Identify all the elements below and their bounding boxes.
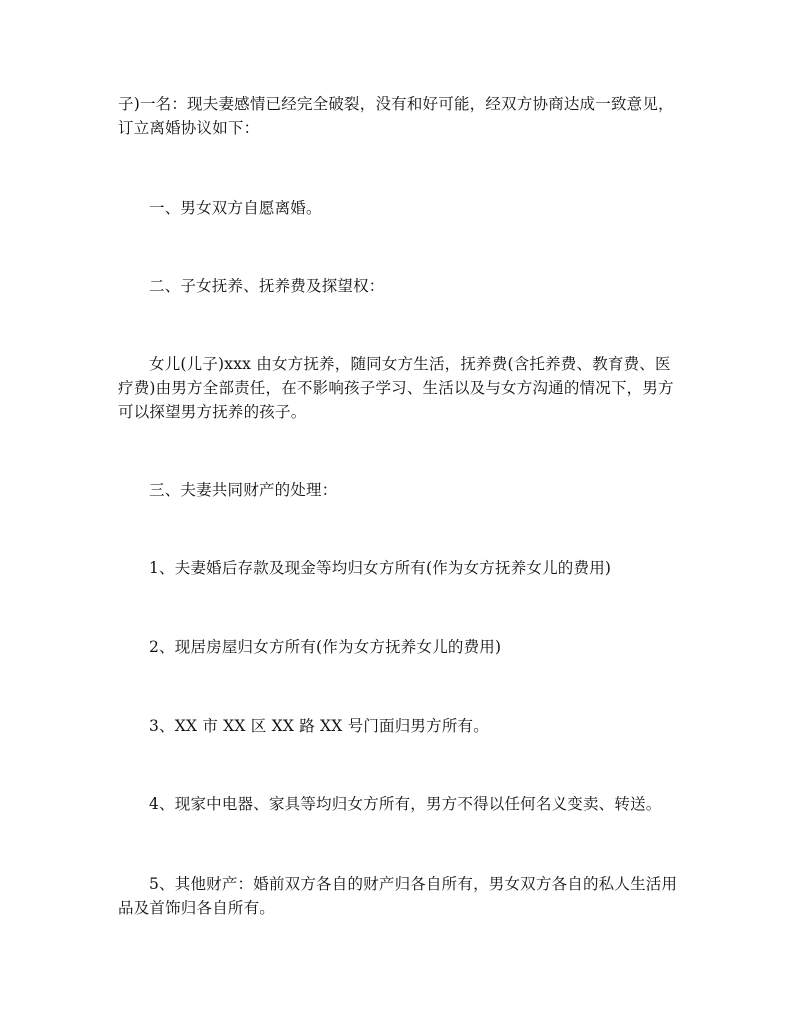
property-item-2 [118, 635, 678, 659]
property-item-2-text: 2、现居房屋归女方所有(作为女方抚养女儿的费用) [149, 638, 502, 656]
property-item-3-text: 3、XX 市 XX 区 XX 路 XX 号门面归男方所有。 [149, 717, 489, 735]
clause-1-text: 一、男女双方自愿离婚。 [149, 199, 322, 217]
property-item-5-line-1: 5、其他财产：婚前双方各自的财产归各自所有，男女双方各自的私人生活用 [149, 875, 678, 893]
clause-3-text: 三、夫妻共同财产的处理： [149, 481, 338, 499]
property-item-5-line-2: 品及首饰归各自所有。 [118, 899, 276, 917]
clause-2-text: 二、子女抚养、抚养费及探望权： [149, 277, 385, 295]
property-item-1-text: 1、夫妻婚后存款及现金等均归女方所有(作为女方抚养女儿的费用) [149, 559, 612, 577]
property-item-5 [118, 872, 678, 920]
clause-2-body-line-2: 疗费)由男方全部责任，在不影响孩子学习、生活以及与女方沟通的情况下，男方 [118, 379, 674, 397]
clause-3-heading [118, 478, 678, 502]
intro-line-2: 订立离婚协议如下： [118, 119, 260, 137]
property-item-1 [118, 556, 678, 580]
property-item-4 [118, 792, 678, 816]
property-item-3 [118, 714, 678, 738]
intro-paragraph [118, 92, 678, 140]
property-item-4-text: 4、现家中电器、家具等均归女方所有，男方不得以任何名义变卖、转送。 [149, 795, 662, 813]
clause-2-body-line-3: 可以探望男方抚养的孩子。 [118, 403, 307, 421]
clause-2-body-paragraph [118, 352, 678, 424]
clause-2-body-line-1: 女儿(儿子)xxx 由女方抚养，随同女方生活，抚养费(含托养费、教育费、医 [149, 355, 671, 373]
clause-1-heading [118, 196, 678, 220]
intro-line-1: 子)一名：现夫妻感情已经完全破裂，没有和好可能，经双方协商达成一致意见， [118, 95, 674, 113]
clause-2-heading [118, 274, 678, 298]
